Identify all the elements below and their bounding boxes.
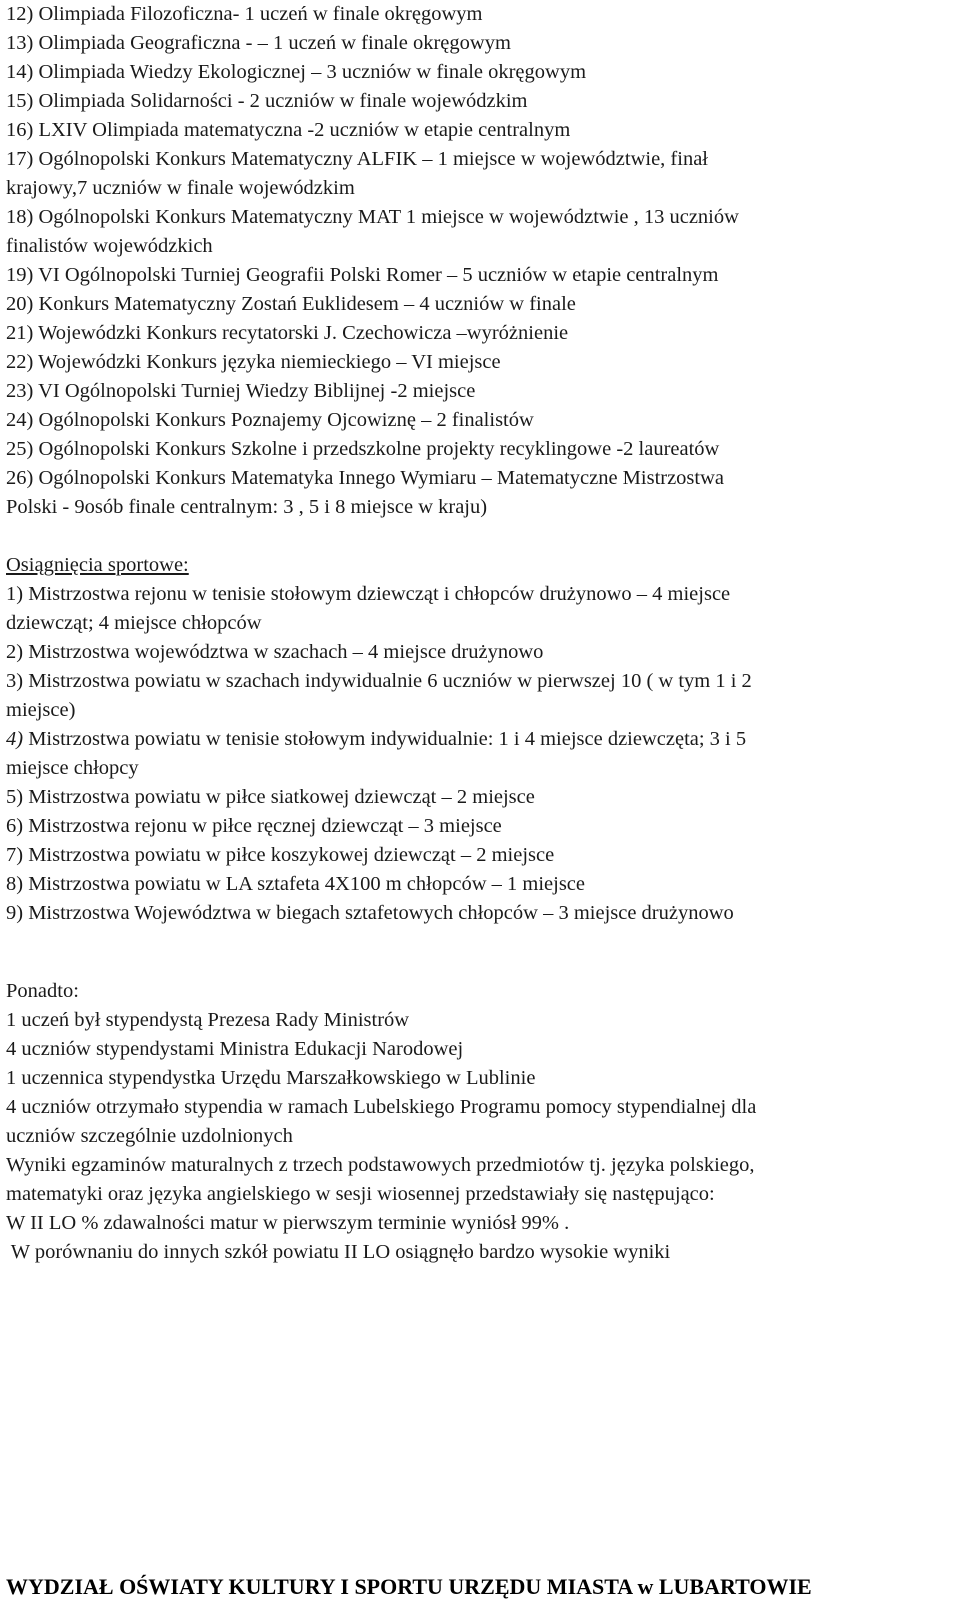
- competition-line: 12) Olimpiada Filozoficzna- 1 uczeń w finale okręgowym: [6, 3, 483, 25]
- sports-line-item-4: [6, 725, 746, 754]
- competition-line: krajowy,7 uczniów w finale wojewódzkim: [6, 177, 355, 199]
- sports-line: miejsce chłopcy: [6, 757, 139, 779]
- competition-line: 17) Ogólnopolski Konkurs Matematyczny ALFIK – 1 miejsce w województwie, finał: [6, 148, 708, 170]
- sports-line: 2) Mistrzostwa województwa w szachach – 4 miejsce drużynowo: [6, 641, 544, 663]
- competition-line: Polski - 9osób finale centralnym: 3 , 5 i 8 miejsce w kraju): [6, 496, 488, 518]
- sports-line: 1) Mistrzostwa rejonu w tenisie stołowym dziewcząt i chłopców drużynowo – 4 miejsce: [6, 583, 731, 605]
- additional-line: 1 uczennica stypendystka Urzędu Marszałkowskiego w Lublinie: [6, 1067, 536, 1089]
- competition-line: 22) Wojewódzki Konkurs języka niemieckiego – VI miejsce: [6, 351, 501, 373]
- competition-line: 26) Ogólnopolski Konkurs Matematyka Innego Wymiaru – Matematyczne Mistrzostwa: [6, 467, 725, 489]
- additional-line: 4 uczniów stypendystami Ministra Edukacji Narodowej: [6, 1038, 464, 1060]
- sports-heading: Osiągnięcia sportowe:: [6, 554, 189, 576]
- additional-line: 4 uczniów otrzymało stypendia w ramach Lubelskiego Programu pomocy stypendialnej dla: [6, 1096, 757, 1118]
- sports-line: 5) Mistrzostwa powiatu w piłce siatkowej dziewcząt – 2 miejsce: [6, 786, 535, 808]
- competition-line: 23) VI Ogólnopolski Turniej Wiedzy Biblijnej -2 miejsce: [6, 380, 476, 402]
- competition-line: 20) Konkurs Matematyczny Zostań Euklidesem – 4 uczniów w finale: [6, 293, 576, 315]
- sports-line: 6) Mistrzostwa rejonu w piłce ręcznej dziewcząt – 3 miejsce: [6, 815, 502, 837]
- sports-line: dziewcząt; 4 miejsce chłopców: [6, 612, 262, 634]
- competition-line: 18) Ogólnopolski Konkurs Matematyczny MAT 1 miejsce w województwie , 13 uczniów: [6, 206, 739, 228]
- sports-line: miejsce): [6, 699, 76, 721]
- competition-line: 19) VI Ogólnopolski Turniej Geografii Polski Romer – 5 uczniów w etapie centralnym: [6, 264, 719, 286]
- additional-line: 1 uczeń był stypendystą Prezesa Rady Ministrów: [6, 1009, 410, 1031]
- sports-line: 7) Mistrzostwa powiatu w piłce koszykowej dziewcząt – 2 miejsce: [6, 844, 555, 866]
- sports-line: 8) Mistrzostwa powiatu w LA sztafeta 4X100 m chłopców – 1 miejsce: [6, 873, 585, 895]
- additional-heading: Ponadto:: [6, 980, 79, 1002]
- competition-line: 14) Olimpiada Wiedzy Ekologicznej – 3 uczniów w finale okręgowym: [6, 61, 587, 83]
- competition-line: 15) Olimpiada Solidarności - 2 uczniów w finale wojewódzkim: [6, 90, 528, 112]
- page-footer: WYDZIAŁ OŚWIATY KULTURY I SPORTU URZĘDU MIASTA w LUBARTOWIE: [6, 1574, 812, 1599]
- competition-line: 25) Ogólnopolski Konkurs Szkolne i przedszkolne projekty recyklingowe -2 laureatów: [6, 438, 720, 460]
- additional-line: uczniów szczególnie uzdolnionych: [6, 1125, 293, 1147]
- competition-line: 21) Wojewódzki Konkurs recytatorski J. Czechowicza –wyróżnienie: [6, 322, 569, 344]
- sports-line: 3) Mistrzostwa powiatu w szachach indywidualnie 6 uczniów w pierwszej 10 ( w tym 1 i 2: [6, 670, 752, 692]
- sports-line: 9) Mistrzostwa Województwa w biegach sztafetowych chłopców – 3 miejsce drużynowo: [6, 902, 734, 924]
- sports-item-4-number: 4): [6, 728, 24, 750]
- sports-item-4-text: Mistrzostwa powiatu w tenisie stołowym indywidualnie: 1 i 4 miejsce dziewczęta; 3 i 5: [23, 728, 747, 750]
- additional-line: Wyniki egzaminów maturalnych z trzech podstawowych przedmiotów tj. języka polskiego,: [6, 1154, 755, 1176]
- competition-line: 24) Ogólnopolski Konkurs Poznajemy Ojcowiznę – 2 finalistów: [6, 409, 534, 431]
- additional-line: W porównaniu do innych szkół powiatu II LO osiągnęło bardzo wysokie wyniki: [6, 1241, 671, 1263]
- competition-line: 13) Olimpiada Geograficzna - – 1 uczeń w finale okręgowym: [6, 32, 511, 54]
- competition-line: finalistów wojewódzkich: [6, 235, 213, 257]
- additional-line: W II LO % zdawalności matur w pierwszym terminie wyniósł 99% .: [6, 1212, 570, 1234]
- additional-line: matematyki oraz języka angielskiego w sesji wiosennej przedstawiały się następująco:: [6, 1183, 715, 1205]
- competition-line: 16) LXIV Olimpiada matematyczna -2 uczniów w etapie centralnym: [6, 119, 571, 141]
